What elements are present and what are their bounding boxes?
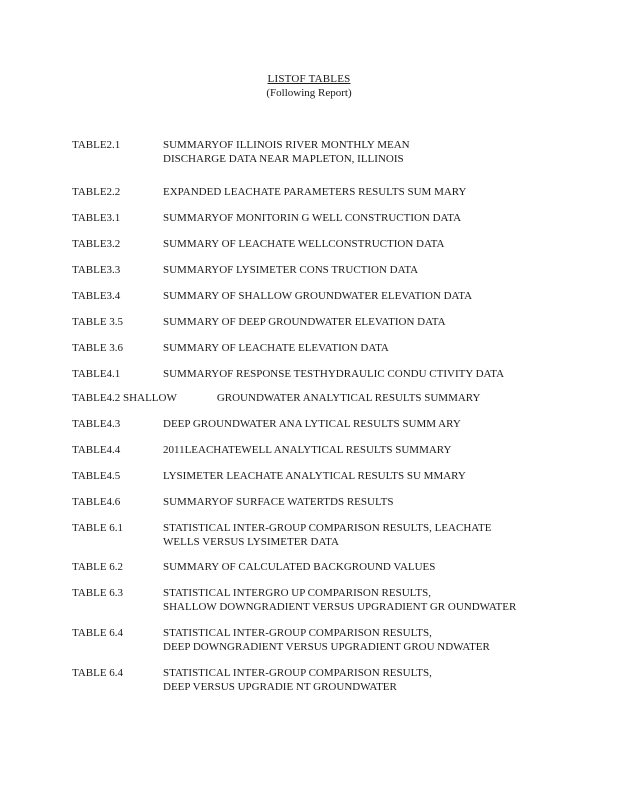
table-list-entry <box>72 263 592 277</box>
table-description-line: STATISTICAL INTER-GROUP COMPARISON RESULTS, <box>163 667 432 679</box>
table-number: TABLE 6.2 <box>72 561 124 573</box>
table-description <box>163 237 592 251</box>
table-number: TABLE 3.6 <box>72 342 124 354</box>
table-description-line: 2011LEACHATEWELL ANALYTICAL RESULTS SUMMARY <box>163 444 452 456</box>
table-description-line: LYSIMETER LEACHATE ANALYTICAL RESULTS SU MMARY <box>163 470 466 482</box>
table-description <box>163 586 592 614</box>
table-description-line: SUMMARYOF RESPONSE TESTHYDRAULIC CONDU CTIVITY DATA <box>163 368 505 380</box>
table-number: TABLE 6.3 <box>72 587 124 599</box>
table-list-entry <box>72 417 592 431</box>
table-list-entry <box>72 666 592 694</box>
table-description <box>163 138 592 166</box>
table-number: TABLE2.1 <box>72 139 121 151</box>
table-list-entry <box>72 138 592 166</box>
table-description <box>163 367 592 381</box>
table-description-line: SUMMARYOF ILLINOIS RIVER MONTHLY MEAN <box>163 139 410 151</box>
table-list-entry <box>72 185 592 199</box>
table-description <box>163 417 592 431</box>
table-description <box>163 560 592 574</box>
table-description <box>217 391 592 405</box>
page-header <box>0 72 618 100</box>
table-list-entry <box>72 560 592 574</box>
table-number: TABLE3.3 <box>72 264 121 276</box>
table-description-line: GROUNDWATER ANALYTICAL RESULTS SUMMARY <box>216 392 481 404</box>
table-list-entry <box>72 469 592 483</box>
table-number: TABLE3.2 <box>72 238 121 250</box>
table-number: TABLE2.2 <box>72 186 121 198</box>
table-description <box>163 495 592 509</box>
table-description-line: STATISTICAL INTERGRO UP COMPARISON RESULTS, <box>163 587 431 599</box>
table-description-line: SUMMARY OF LEACHATE WELLCONSTRUCTION DATA <box>163 238 445 250</box>
table-number: TABLE3.1 <box>72 212 121 224</box>
table-description-line: DEEP GROUNDWATER ANA LYTICAL RESULTS SUMM ARY <box>163 418 461 430</box>
table-description-line: SUMMARY OF DEEP GROUNDWATER ELEVATION DATA <box>163 316 446 328</box>
table-description-line: DEEP DOWNGRADIENT VERSUS UPGRADIENT GROU NDWATER <box>163 641 490 653</box>
page-subtitle: (Following Report) <box>266 87 352 99</box>
table-description <box>163 443 592 457</box>
table-number: TABLE4.4 <box>72 444 121 456</box>
table-number: TABLE4.3 <box>72 418 121 430</box>
table-description-line: SUMMARY OF CALCULATED BACKGROUND VALUES <box>163 561 436 573</box>
table-description-line: SUMMARY OF LEACHATE ELEVATION DATA <box>163 342 389 354</box>
table-list-entry <box>72 315 592 329</box>
table-description-line: STATISTICAL INTER-GROUP COMPARISON RESULTS, <box>163 627 432 639</box>
table-description-line: WELLS VERSUS LYSIMETER DATA <box>163 536 339 548</box>
table-description-line: SUMMARY OF SHALLOW GROUNDWATER ELEVATION DATA <box>163 290 473 302</box>
table-description <box>163 469 592 483</box>
table-description-line: STATISTICAL INTER-GROUP COMPARISON RESULTS, LEACHATE <box>163 522 492 534</box>
table-number: TABLE3.4 <box>72 290 121 302</box>
table-description <box>163 341 592 355</box>
table-number: TABLE 6.4 <box>72 667 124 679</box>
table-description-line: DISCHARGE DATA NEAR MAPLETON, ILLINOIS <box>163 153 404 165</box>
table-number: TABLE4.5 <box>72 470 121 482</box>
table-description <box>163 315 592 329</box>
table-description <box>163 289 592 303</box>
table-description <box>163 263 592 277</box>
table-list-entry <box>72 367 592 381</box>
table-description-line: SUMMARYOF LYSIMETER CONS TRUCTION DATA <box>163 264 419 276</box>
table-number: TABLE4.2 SHALLOW <box>72 392 177 404</box>
table-description <box>163 521 592 549</box>
table-description <box>163 185 592 199</box>
table-list-entry <box>72 211 592 225</box>
table-number: TABLE 6.1 <box>72 522 124 534</box>
table-description-line: DEEP VERSUS UPGRADIE NT GROUNDWATER <box>163 681 397 693</box>
page-title: LISTOF TABLES <box>267 73 351 85</box>
table-list-entry <box>72 391 592 405</box>
table-list-entry <box>72 443 592 457</box>
table-list-entry <box>72 521 592 549</box>
table-list-entry <box>72 289 592 303</box>
table-description-line: SUMMARYOF MONITORIN G WELL CONSTRUCTION DATA <box>163 212 462 224</box>
table-description <box>163 626 592 654</box>
table-list-entry <box>72 495 592 509</box>
table-number: TABLE 3.5 <box>72 316 124 328</box>
table-number: TABLE4.1 <box>72 368 121 380</box>
table-description <box>163 666 592 694</box>
table-list-entry <box>72 341 592 355</box>
table-description-line: SUMMARYOF SURFACE WATERTDS RESULTS <box>163 496 394 508</box>
table-list-entry <box>72 237 592 251</box>
table-description <box>163 211 592 225</box>
table-number: TABLE4.6 <box>72 496 121 508</box>
table-list-entry <box>72 586 592 614</box>
table-description-line: EXPANDED LEACHATE PARAMETERS RESULTS SUM MARY <box>163 186 467 198</box>
table-list-entry <box>72 626 592 654</box>
table-description-line: SHALLOW DOWNGRADIENT VERSUS UPGRADIENT GR OUNDWATER <box>163 601 517 613</box>
table-list <box>72 126 592 694</box>
table-number: TABLE 6.4 <box>72 627 124 639</box>
